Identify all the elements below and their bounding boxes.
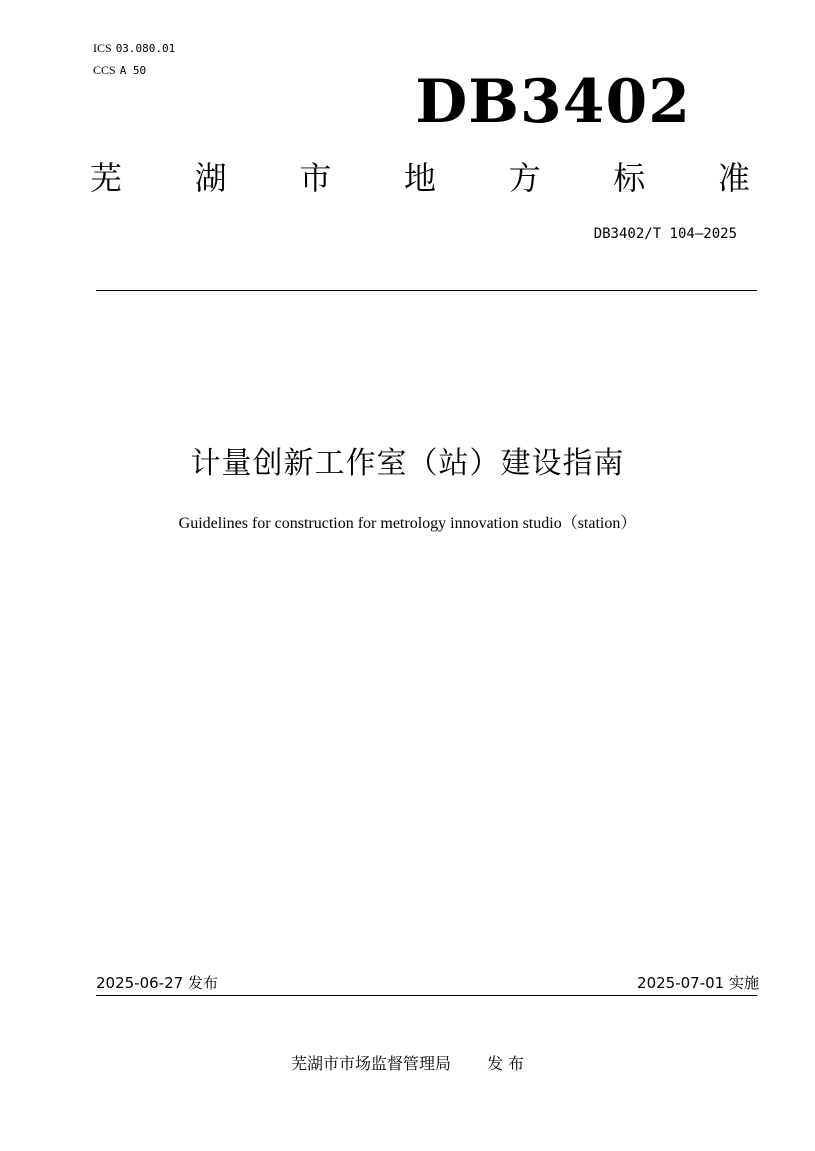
standard-type-char: 市 [299,159,332,197]
header-divider [96,290,757,291]
standard-type-char: 湖 [194,159,227,197]
implementation-date: 2025-07-01 实施 [637,974,759,992]
issue-date: 2025-06-27 发布 [96,974,218,992]
ics-code: 03.080.01 [115,42,176,55]
ccs-code: A 50 [119,64,147,77]
ics-classification [93,41,175,56]
issuer-name: 芜湖市市场监督管理局 [290,1054,451,1073]
ccs-label: CCS [93,63,116,77]
standard-type-char: 方 [508,159,541,197]
issuing-authority [0,1052,815,1076]
standard-code: DB3402 [415,67,691,137]
standard-type-char: 地 [403,159,436,197]
document-title-english: Guidelines for construction for metrology innovation studio（station） [178,515,637,532]
standard-number: DB3402/T 104—2025 [593,226,737,242]
ccs-classification [93,63,146,78]
standard-type-char: 标 [613,159,646,197]
standard-type-char: 准 [717,159,750,197]
ics-label: ICS [93,41,112,55]
document-title-chinese: 计量创新工作室（站）建设指南 [190,446,625,481]
issuer-action: 发 布 [486,1054,525,1073]
standard-type-char: 芜 [90,159,123,197]
footer-divider [96,995,757,996]
standard-type [90,156,750,200]
